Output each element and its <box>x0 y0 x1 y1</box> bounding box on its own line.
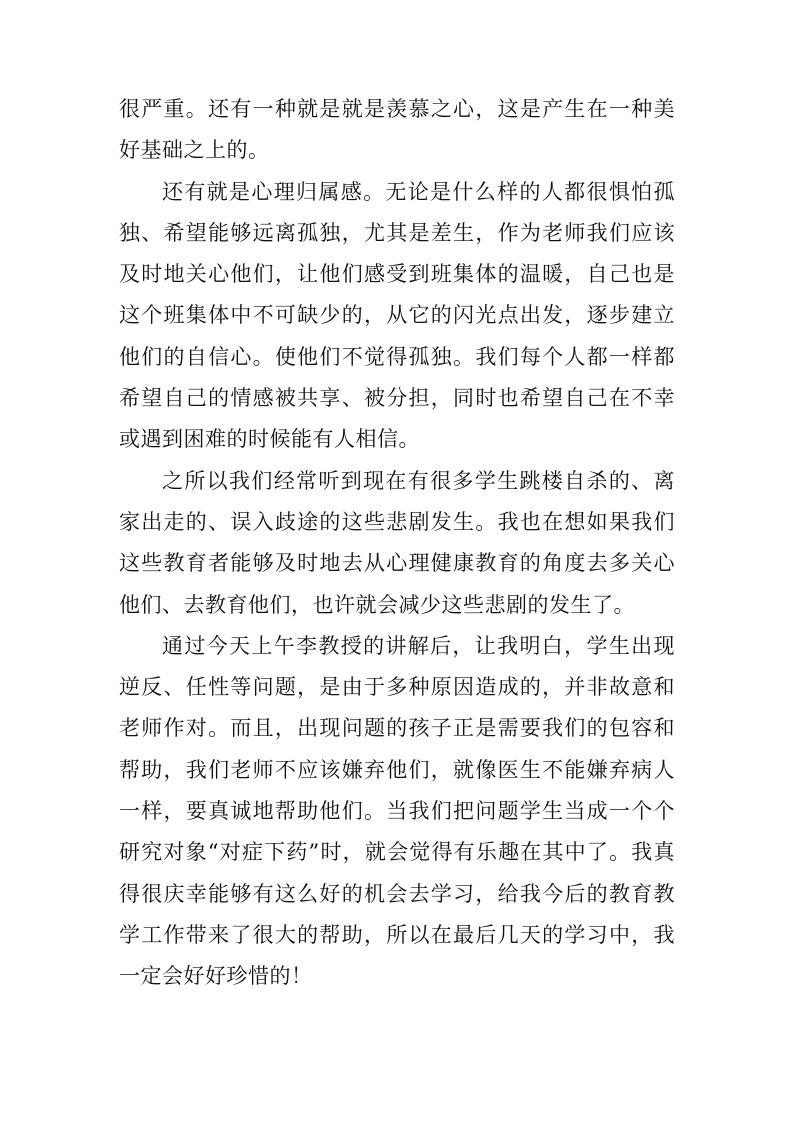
paragraph-belonging: 还有就是心理归属感。无论是什么样的人都很惧怕孤独、希望能够远离孤独，尤其是差生，作为老师我们应该及时地关心他们，让他们感受到班集体的温暖，自己也是这个班集体中不可缺少的，从它的闪光点出发，逐步建立他们的自信心。使他们不觉得孤独。我们每个人都一样都希望自己的情感被共享、被分担，同时也希望自己在不幸或遇到困难的时候能有人相信。 <box>119 179 675 452</box>
paragraph-continuation: 很严重。还有一种就是就是羡慕之心，这是产生在一种美好基础之上的。 <box>119 97 675 163</box>
document-body <box>119 89 675 998</box>
paragraph-tragedies: 之所以我们经常听到现在有很多学生跳楼自杀的、离家出走的、误入歧途的这些悲剧发生。我也在想如果我们这些教育者能够及时地去从心理健康教育的角度去多关心他们、去教育他们，也许就会减少这些悲剧的发生了。 <box>119 468 675 617</box>
paragraph-reflection: 通过今天上午李教授的讲解后，让我明白，学生出现逆反、任性等问题，是由于多种原因造成的，并非故意和老师作对。而且，出现问题的孩子正是需要我们的包容和帮助，我们老师不应该嫌弃他们，就像医生不能嫌弃病人一样，要真诚地帮助他们。当我们把问题学生当成一个个研究对象“对症下药”时，就会觉得有乐趣在其中了。我真得很庆幸能够有这么好的机会去学习，给我今后的教育教学工作带来了很大的帮助，所以在最后几天的学习中，我一定会好好珍惜的！ <box>119 633 675 989</box>
